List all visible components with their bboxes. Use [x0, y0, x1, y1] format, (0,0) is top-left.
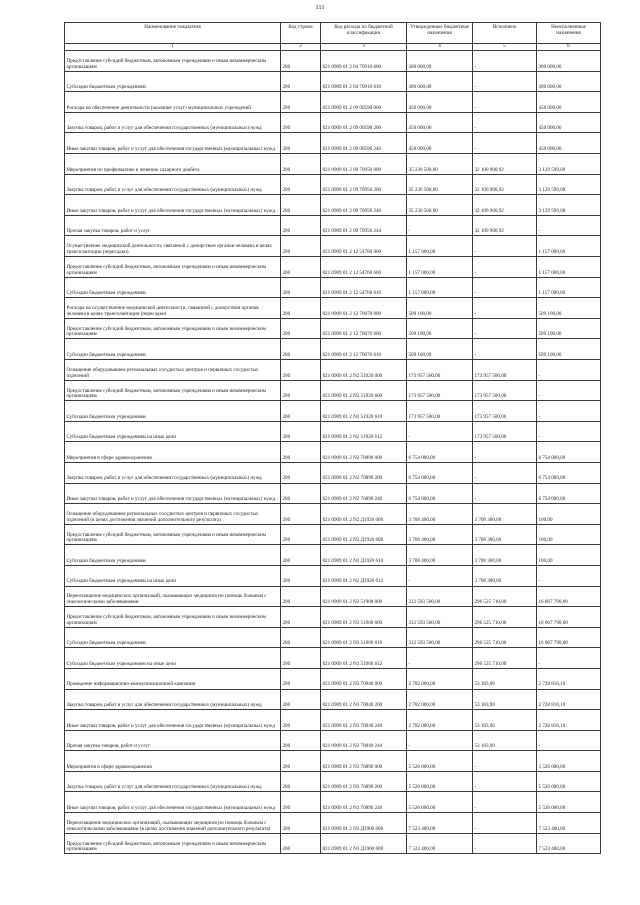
cell-remaining: 3 129 599,08: [537, 174, 601, 195]
table-row: [65, 51, 601, 72]
table-row: [65, 421, 601, 442]
cell-executed: 32 100 900,92: [473, 154, 537, 175]
header-line-code: Код строки: [281, 23, 321, 44]
cell-line-code: 200: [281, 607, 321, 628]
cell-expense-code: 821 0909 01 2 N2 Д1920 612: [321, 565, 407, 586]
table-row: [65, 215, 601, 236]
cell-executed: 173 957 500,00: [473, 401, 537, 422]
header-remaining: Неисполненные назначения: [537, 23, 601, 44]
table-row: [65, 565, 601, 586]
table-row: [65, 730, 601, 751]
cell-expense-code: 821 0909 01 2 12 70070 000: [321, 298, 407, 319]
cell-expense-code: 821 0909 01 2 N2 Д1920 000: [321, 504, 407, 525]
cell-expense-code: 821 0909 01 2 09 00590 240: [321, 133, 407, 154]
cell-remaining: 1 157 000,00: [537, 236, 601, 257]
header-executed: Исполнено: [473, 23, 537, 44]
cell-line-code: 200: [281, 277, 321, 298]
cell-approved: 2 782 000,00: [407, 689, 473, 710]
cell-indicator-name: Проведение информационно-коммуникационной кампании: [65, 668, 281, 689]
cell-expense-code: 821 0909 01 2 N2 Д1920 600: [321, 524, 407, 545]
cell-executed: -: [473, 318, 537, 339]
cell-executed: 53 183,90: [473, 710, 537, 731]
cell-expense-code: 821 0909 01 2 09 70950 200: [321, 174, 407, 195]
column-number: 2: [281, 43, 321, 51]
cell-executed: 3 708 300,00: [473, 545, 537, 566]
cell-executed: 296 525 710,00: [473, 586, 537, 607]
cell-line-code: 200: [281, 51, 321, 72]
cell-expense-code: 821 0909 01 2 N3 Д1900 000: [321, 813, 407, 834]
cell-expense-code: 821 0909 01 2 N3 51900 612: [321, 648, 407, 669]
cell-approved: 6 754 000,00: [407, 442, 473, 463]
cell-expense-code: 821 0909 01 2 N3 70040 244: [321, 730, 407, 751]
table-row: [65, 668, 601, 689]
cell-line-code: 200: [281, 154, 321, 175]
cell-line-code: 200: [281, 318, 321, 339]
table-row: [65, 71, 601, 92]
table-row: [65, 257, 601, 278]
cell-executed: -: [473, 339, 537, 360]
cell-executed: -: [473, 298, 537, 319]
cell-remaining: 1 157 000,00: [537, 277, 601, 298]
cell-line-code: 200: [281, 133, 321, 154]
cell-approved: 312 593 500,00: [407, 586, 473, 607]
cell-approved: -: [407, 648, 473, 669]
table-row: [65, 442, 601, 463]
cell-indicator-name: Иные закупки товаров, работ и услуг для обеспечения государственных (муниципальных) нужд: [65, 792, 281, 813]
cell-approved: 509 100,00: [407, 318, 473, 339]
cell-indicator-name: Субсидии бюджетным учреждениям: [65, 401, 281, 422]
cell-line-code: 200: [281, 360, 321, 381]
cell-expense-code: 821 0909 01 2 N3 51900 600: [321, 607, 407, 628]
cell-expense-code: 821 0909 01 2 12 70070 600: [321, 318, 407, 339]
cell-executed: -: [473, 71, 537, 92]
cell-remaining: 16 067 790,00: [537, 607, 601, 628]
cell-expense-code: 821 0909 01 2 N3 Д1900 600: [321, 833, 407, 854]
cell-expense-code: 821 0909 01 2 N2 51920 000: [321, 360, 407, 381]
cell-line-code: 200: [281, 813, 321, 834]
cell-line-code: 200: [281, 195, 321, 216]
cell-expense-code: 821 0909 01 2 N3 70890 200: [321, 771, 407, 792]
cell-remaining: -: [537, 401, 601, 422]
cell-indicator-name: Предоставление субсидий бюджетным, автономным учреждениям и иным некоммерческим организациям: [65, 380, 281, 401]
table-row: [65, 318, 601, 339]
cell-indicator-name: Иные закупки товаров, работ и услуг для обеспечения государственных (муниципальных) нужд: [65, 195, 281, 216]
cell-line-code: 200: [281, 545, 321, 566]
column-number: 4: [407, 43, 473, 51]
table-header-row: [65, 23, 601, 44]
cell-approved: 450 000,00: [407, 92, 473, 113]
table-row: [65, 689, 601, 710]
cell-expense-code: 821 0909 01 2 N2 70890 240: [321, 483, 407, 504]
cell-executed: -: [473, 92, 537, 113]
header-expense-code: Код расхода по бюджетной классификации: [321, 23, 407, 44]
cell-remaining: 16 067 790,00: [537, 627, 601, 648]
cell-expense-code: 821 0909 01 2 N3 70040 240: [321, 710, 407, 731]
cell-remaining: -: [537, 215, 601, 236]
cell-line-code: 200: [281, 483, 321, 504]
cell-executed: 32 100 900,92: [473, 195, 537, 216]
cell-expense-code: 821 0909 01 2 N3 51900 000: [321, 586, 407, 607]
cell-approved: 2 782 000,00: [407, 710, 473, 731]
cell-approved: 509 100,00: [407, 298, 473, 319]
table-row: [65, 92, 601, 113]
cell-approved: 3 708 400,00: [407, 545, 473, 566]
cell-indicator-name: Переоснащение медицинских организаций, оказывающих медицинскую помощь больным с онкологическими заболеваниями (в целях достижения значений дополнительного результата): [65, 813, 281, 834]
cell-expense-code: 821 0909 01 2 N2 70890 200: [321, 462, 407, 483]
cell-indicator-name: Субсидии бюджетным учреждениям на иные цели: [65, 648, 281, 669]
cell-approved: 1 157 000,00: [407, 257, 473, 278]
cell-executed: -: [473, 833, 537, 854]
cell-executed: -: [473, 771, 537, 792]
cell-executed: 3 708 300,00: [473, 565, 537, 586]
cell-line-code: 200: [281, 236, 321, 257]
cell-expense-code: 821 0909 01 2 N3 70040 200: [321, 689, 407, 710]
cell-line-code: 200: [281, 627, 321, 648]
cell-expense-code: 821 0909 01 2 N2 51920 612: [321, 421, 407, 442]
cell-indicator-name: Субсидии бюджетным учреждениям на иные цели: [65, 421, 281, 442]
cell-executed: 53 183,90: [473, 689, 537, 710]
cell-expense-code: 821 0909 01 2 09 70950 244: [321, 215, 407, 236]
cell-line-code: 200: [281, 442, 321, 463]
cell-expense-code: 821 0909 01 2 04 70910 600: [321, 51, 407, 72]
cell-remaining: 16 067 790,00: [537, 586, 601, 607]
cell-indicator-name: Расходы на обеспечение деятельности (оказание услуг) муниципальных учреждений: [65, 92, 281, 113]
cell-executed: -: [473, 236, 537, 257]
cell-approved: 173 957 500,00: [407, 380, 473, 401]
cell-remaining: -: [537, 730, 601, 751]
cell-approved: 1 157 000,00: [407, 236, 473, 257]
cell-indicator-name: Осуществление медицинской деятельности, связанной с донорством органов человека в целях трансплантации (пересадки): [65, 236, 281, 257]
cell-remaining: 5 526 000,00: [537, 771, 601, 792]
cell-executed: -: [473, 133, 537, 154]
cell-line-code: 200: [281, 298, 321, 319]
cell-executed: 53 183,90: [473, 668, 537, 689]
cell-line-code: 200: [281, 421, 321, 442]
cell-remaining: 6 754 000,00: [537, 483, 601, 504]
cell-executed: -: [473, 462, 537, 483]
cell-executed: 173 957 500,00: [473, 421, 537, 442]
cell-executed: 296 525 710,00: [473, 607, 537, 628]
cell-approved: -: [407, 421, 473, 442]
cell-indicator-name: Прочая закупка товаров, работ и услуг: [65, 730, 281, 751]
cell-expense-code: 821 0909 01 2 N3 70890 000: [321, 751, 407, 772]
table-row: [65, 462, 601, 483]
cell-expense-code: 821 0909 01 2 09 70950 000: [321, 154, 407, 175]
cell-line-code: 200: [281, 689, 321, 710]
cell-remaining: 100,00: [537, 504, 601, 525]
cell-executed: -: [473, 277, 537, 298]
cell-approved: 5 526 000,00: [407, 771, 473, 792]
cell-remaining: 509 100,00: [537, 318, 601, 339]
table-row: [65, 648, 601, 669]
cell-expense-code: 821 0909 01 2 12 70070 610: [321, 339, 407, 360]
cell-line-code: 200: [281, 257, 321, 278]
header-indicator-name: Наименование показателя: [65, 23, 281, 44]
cell-executed: -: [473, 257, 537, 278]
cell-executed: 3 708 300,00: [473, 524, 537, 545]
cell-approved: 300 000,00: [407, 51, 473, 72]
table-row: [65, 339, 601, 360]
cell-indicator-name: Предоставление субсидий бюджетным, автономным учреждениям и иным некоммерческим организациям: [65, 607, 281, 628]
cell-executed: -: [473, 51, 537, 72]
cell-remaining: 5 526 000,00: [537, 792, 601, 813]
cell-indicator-name: Оснащение оборудованием региональных сосудистых центров и первичных сосудистых отделений: [65, 360, 281, 381]
cell-indicator-name: Закупка товаров, работ и услуг для обеспечения государственных (муниципальных) нужд: [65, 462, 281, 483]
cell-approved: -: [407, 565, 473, 586]
cell-line-code: 200: [281, 339, 321, 360]
cell-expense-code: 821 0909 01 2 09 70950 240: [321, 195, 407, 216]
cell-approved: -: [407, 215, 473, 236]
table-row: [65, 195, 601, 216]
column-number: 1: [65, 43, 281, 51]
table-row: [65, 236, 601, 257]
cell-expense-code: 821 0909 01 2 09 00590 200: [321, 112, 407, 133]
cell-indicator-name: Прочая закупка товаров, работ и услуг: [65, 215, 281, 236]
cell-indicator-name: Иные закупки товаров, работ и услуг для обеспечения государственных (муниципальных) нужд: [65, 133, 281, 154]
cell-indicator-name: Субсидии бюджетным учреждениям: [65, 277, 281, 298]
cell-remaining: 7 523 400,00: [537, 833, 601, 854]
cell-indicator-name: Оснащение оборудованием региональных сосудистых центров и первичных сосудистых отделений (в целях достижения значений дополнительного результата): [65, 504, 281, 525]
page-number: 111: [315, 4, 325, 11]
cell-indicator-name: Закупка товаров, работ и услуг для обеспечения государственных (муниципальных) нужд: [65, 112, 281, 133]
cell-approved: 35 230 500,00: [407, 195, 473, 216]
cell-approved: 3 708 400,00: [407, 524, 473, 545]
cell-indicator-name: Субсидии бюджетным учреждениям: [65, 545, 281, 566]
cell-approved: 312 593 500,00: [407, 607, 473, 628]
cell-approved: 173 957 500,00: [407, 360, 473, 381]
cell-executed: -: [473, 483, 537, 504]
cell-expense-code: 821 0909 01 2 N2 51920 610: [321, 401, 407, 422]
cell-executed: 3 708 300,00: [473, 504, 537, 525]
cell-executed: 32 100 900,92: [473, 174, 537, 195]
cell-indicator-name: Субсидии бюджетным учреждениям на иные цели: [65, 565, 281, 586]
cell-remaining: 2 728 816,10: [537, 689, 601, 710]
cell-line-code: 200: [281, 730, 321, 751]
cell-remaining: 100,00: [537, 545, 601, 566]
cell-line-code: 200: [281, 92, 321, 113]
cell-line-code: 200: [281, 710, 321, 731]
cell-indicator-name: Субсидии бюджетным учреждениям: [65, 627, 281, 648]
cell-line-code: 200: [281, 462, 321, 483]
cell-approved: 450 000,00: [407, 133, 473, 154]
cell-indicator-name: Иные закупки товаров, работ и услуг для обеспечения государственных (муниципальных) нужд: [65, 710, 281, 731]
cell-indicator-name: Закупка товаров, работ и услуг для обеспечения государственных (муниципальных) нужд: [65, 689, 281, 710]
budget-report-table: [64, 22, 601, 854]
table-row: [65, 401, 601, 422]
cell-line-code: 200: [281, 215, 321, 236]
cell-indicator-name: Расходы на осуществление медицинской деятельности, связанной с донорством органов человека в целях трансплантации (пересадки): [65, 298, 281, 319]
table-row: [65, 813, 601, 834]
cell-indicator-name: Переоснащение медицинских организаций, оказывающих медицинскую помощь больным с онкологическими заболеваниями: [65, 586, 281, 607]
cell-indicator-name: Предоставление субсидий бюджетным, автономным учреждениям и иным некоммерческим организациям: [65, 51, 281, 72]
table-row: [65, 277, 601, 298]
cell-approved: 6 754 000,00: [407, 462, 473, 483]
cell-remaining: 509 100,00: [537, 339, 601, 360]
cell-expense-code: 821 0909 01 2 09 00590 000: [321, 92, 407, 113]
cell-indicator-name: Предоставление субсидий бюджетным, автономным учреждениям и иным некоммерческим организациям: [65, 833, 281, 854]
cell-executed: -: [473, 112, 537, 133]
cell-line-code: 200: [281, 668, 321, 689]
cell-line-code: 200: [281, 174, 321, 195]
cell-expense-code: 821 0909 01 2 04 70910 610: [321, 71, 407, 92]
cell-approved: 5 526 000,00: [407, 792, 473, 813]
cell-expense-code: 821 0909 01 2 12 54760 610: [321, 277, 407, 298]
cell-executed: 53 183,90: [473, 730, 537, 751]
cell-approved: 6 754 000,00: [407, 483, 473, 504]
cell-remaining: 300 000,00: [537, 71, 601, 92]
cell-remaining: -: [537, 648, 601, 669]
table-row: [65, 607, 601, 628]
cell-line-code: 200: [281, 71, 321, 92]
cell-approved: 3 708 400,00: [407, 504, 473, 525]
table-row: [65, 504, 601, 525]
column-number: 5: [473, 43, 537, 51]
cell-line-code: 200: [281, 751, 321, 772]
cell-remaining: -: [537, 360, 601, 381]
table-row: [65, 380, 601, 401]
cell-remaining: 509 100,00: [537, 298, 601, 319]
cell-approved: 7 523 400,00: [407, 833, 473, 854]
cell-remaining: -: [537, 380, 601, 401]
cell-remaining: -: [537, 421, 601, 442]
cell-approved: -: [407, 730, 473, 751]
table-row: [65, 586, 601, 607]
cell-approved: 450 000,00: [407, 112, 473, 133]
cell-line-code: 200: [281, 792, 321, 813]
cell-approved: 35 230 500,00: [407, 174, 473, 195]
cell-remaining: 450 000,00: [537, 92, 601, 113]
cell-line-code: 200: [281, 112, 321, 133]
cell-line-code: 200: [281, 504, 321, 525]
cell-remaining: 450 000,00: [537, 133, 601, 154]
cell-line-code: 200: [281, 648, 321, 669]
table-row: [65, 771, 601, 792]
table-row: [65, 751, 601, 772]
cell-approved: 300 000,00: [407, 71, 473, 92]
table-row: [65, 112, 601, 133]
cell-remaining: 100,00: [537, 524, 601, 545]
table-row: [65, 174, 601, 195]
cell-approved: 7 523 400,00: [407, 813, 473, 834]
cell-expense-code: 821 0909 01 2 12 54760 600: [321, 257, 407, 278]
cell-approved: 509 100,00: [407, 339, 473, 360]
cell-remaining: 7 523 400,00: [537, 813, 601, 834]
cell-remaining: 2 728 816,10: [537, 710, 601, 731]
cell-line-code: 200: [281, 833, 321, 854]
cell-indicator-name: Закупка товаров, работ и услуг для обеспечения государственных (муниципальных) нужд: [65, 771, 281, 792]
cell-approved: 312 593 500,00: [407, 627, 473, 648]
cell-indicator-name: Предоставление субсидий бюджетным, автономным учреждениям и иным некоммерческим организациям: [65, 257, 281, 278]
cell-expense-code: 821 0909 01 2 N3 51900 610: [321, 627, 407, 648]
cell-line-code: 200: [281, 380, 321, 401]
cell-indicator-name: Предоставление субсидий бюджетным, автономным учреждениям и иным некоммерческим организациям: [65, 524, 281, 545]
header-approved: Утвержденные бюджетные назначения: [407, 23, 473, 44]
cell-executed: 32 100 900,92: [473, 215, 537, 236]
table-row: [65, 792, 601, 813]
cell-line-code: 200: [281, 565, 321, 586]
cell-remaining: 1 157 000,00: [537, 257, 601, 278]
cell-executed: -: [473, 442, 537, 463]
table-row: [65, 524, 601, 545]
cell-expense-code: 821 0909 01 2 N3 70040 000: [321, 668, 407, 689]
cell-executed: -: [473, 792, 537, 813]
cell-indicator-name: Мероприятия в сфере здравоохранения: [65, 442, 281, 463]
cell-indicator-name: Закупка товаров, работ и услуг для обеспечения государственных (муниципальных) нужд: [65, 174, 281, 195]
cell-expense-code: 821 0909 01 2 N3 70890 240: [321, 792, 407, 813]
cell-executed: -: [473, 751, 537, 772]
cell-executed: -: [473, 813, 537, 834]
table-row: [65, 483, 601, 504]
table-row: [65, 627, 601, 648]
table-row: [65, 833, 601, 854]
cell-executed: 296 525 710,00: [473, 627, 537, 648]
cell-remaining: 5 526 000,00: [537, 751, 601, 772]
cell-remaining: 6 754 000,00: [537, 462, 601, 483]
cell-indicator-name: Иные закупки товаров, работ и услуг для обеспечения государственных (муниципальных) нужд: [65, 483, 281, 504]
cell-indicator-name: Субсидии бюджетным учреждениям: [65, 339, 281, 360]
cell-expense-code: 821 0909 01 2 N2 Д1920 610: [321, 545, 407, 566]
cell-remaining: 450 000,00: [537, 112, 601, 133]
cell-remaining: 2 728 816,10: [537, 668, 601, 689]
cell-indicator-name: Предоставление субсидий бюджетным, автономным учреждениям и иным некоммерческим организациям: [65, 318, 281, 339]
table-row: [65, 360, 601, 381]
table-row: [65, 545, 601, 566]
cell-line-code: 200: [281, 586, 321, 607]
cell-executed: 296 525 710,00: [473, 648, 537, 669]
cell-expense-code: 821 0909 01 2 N2 70890 000: [321, 442, 407, 463]
cell-executed: 173 957 500,00: [473, 360, 537, 381]
cell-approved: 2 782 000,00: [407, 668, 473, 689]
cell-line-code: 200: [281, 401, 321, 422]
cell-remaining: 3 129 599,08: [537, 195, 601, 216]
cell-remaining: 3 129 599,08: [537, 154, 601, 175]
cell-approved: 35 230 500,00: [407, 154, 473, 175]
cell-remaining: -: [537, 565, 601, 586]
column-number: 6: [537, 43, 601, 51]
cell-expense-code: 821 0909 01 2 N2 51920 600: [321, 380, 407, 401]
table-row: [65, 154, 601, 175]
cell-approved: 1 157 000,00: [407, 277, 473, 298]
cell-remaining: 300 000,00: [537, 51, 601, 72]
cell-indicator-name: Мероприятия в сфере здравоохранения: [65, 751, 281, 772]
table-row: [65, 133, 601, 154]
cell-line-code: 200: [281, 524, 321, 545]
cell-indicator-name: Субсидии бюджетным учреждениям: [65, 71, 281, 92]
column-number: 3: [321, 43, 407, 51]
cell-indicator-name: Мероприятия по профилактике и лечению сахарного диабета: [65, 154, 281, 175]
table-row: [65, 710, 601, 731]
cell-approved: 173 957 500,00: [407, 401, 473, 422]
cell-remaining: 6 754 000,00: [537, 442, 601, 463]
cell-expense-code: 821 0909 01 2 12 54760 000: [321, 236, 407, 257]
cell-line-code: 200: [281, 771, 321, 792]
cell-approved: 5 526 000,00: [407, 751, 473, 772]
column-number-row: [65, 43, 601, 51]
table-row: [65, 298, 601, 319]
cell-executed: 173 957 500,00: [473, 380, 537, 401]
